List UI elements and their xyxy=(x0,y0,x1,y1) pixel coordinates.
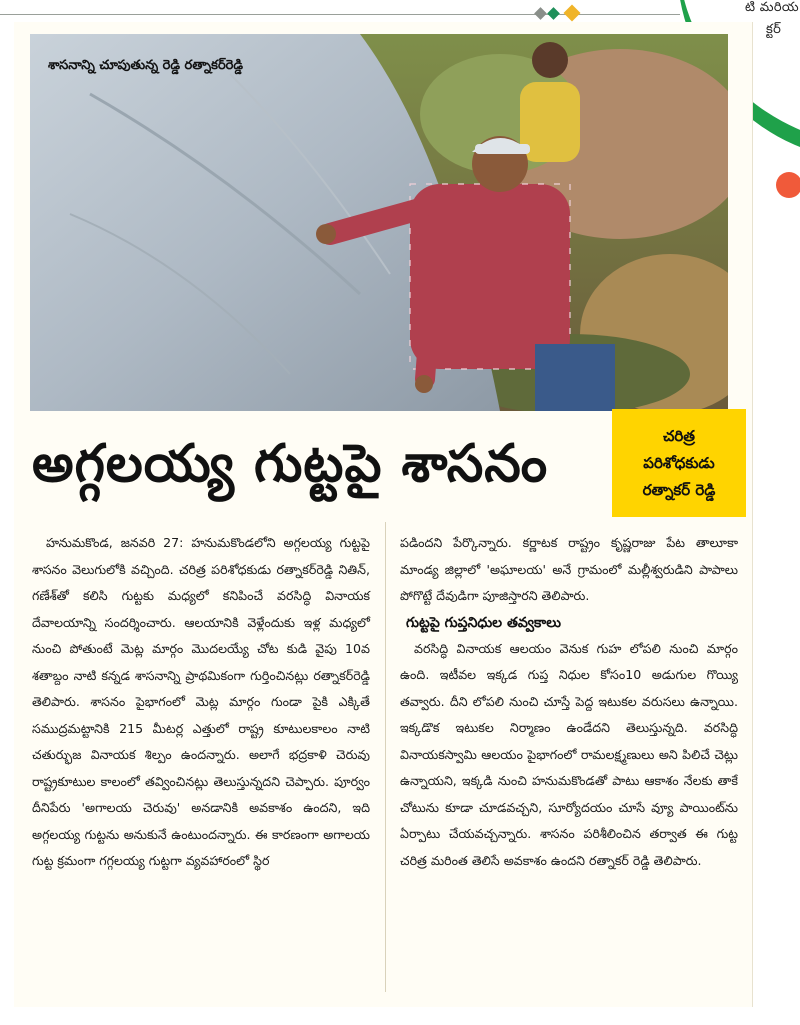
body-paragraph: పడిందని పేర్కొన్నారు. కర్ణాటక రాష్ట్రం కృష్ణరాజు పేట తాలూకా మాండ్య జిల్లాలో 'అఘాలయ' అనే గ్రామంలో మల్లీశ్వరుడిని పాపాలు పోగొట్టే దేవుడిగా పూజిస్తారని తెలిపారు. xyxy=(400,535,738,603)
news-clipping xyxy=(14,22,753,1007)
tag-line-2: పరిశోధకుడు xyxy=(643,454,715,472)
photo-caption: శాసనాన్ని చూపుతున్న రెడ్డి రత్నాకర్‌రెడ్డి xyxy=(48,58,243,73)
decorative-diamonds xyxy=(536,7,596,21)
article-column-right xyxy=(400,530,738,874)
article-photo xyxy=(30,34,728,411)
adjacent-article-text-1: టి మరియ xyxy=(745,0,799,15)
yellow-diamond-icon xyxy=(564,5,581,22)
category-tag xyxy=(612,409,746,517)
column-divider xyxy=(385,522,386,992)
tag-line-3: రత్నాకర్ రెడ్డి xyxy=(642,481,716,499)
article-column-left xyxy=(32,530,370,875)
red-dot-decoration xyxy=(776,172,800,198)
green-diamond-icon xyxy=(547,7,560,20)
section-subheading: గుట్టపై గుప్తనిధుల తవ్వకాలు xyxy=(406,614,561,631)
adjacent-article-text-2: క్టర్ xyxy=(766,22,782,37)
article-headline: అగ్గలయ్య గుట్టపై శాసనం xyxy=(32,434,549,494)
tag-line-1: చరిత్ర xyxy=(663,427,695,445)
body-paragraph: వరసిద్ధి వినాయక ఆలయం వెనుక గుహ లోపలి నుంచి మార్గం ఉంది. ఇటీవల ఇక్కడ గుప్త నిధుల కోసం10 అడుగుల గొయ్యి తవ్వారు. దీని లోపలి నుంచి చూస్తే పెద్ద ఇటుకల వరుసలు ఉన్నాయి. ఇక్కడొక ఇటుకల నిర్మాణం ఉండేదని తెలుస్తున్నది. వరసిద్ధి వినాయకస్వామి ఆలయం పైభాగంలో రామలక్ష్మణులు అని పిలిచే చెట్లు ఉన్నాయని, ఇక్కడి నుంచి హనుమకొండతో పాటు ఆకాశం నేలకు తాకే చోటును కూడా చూడవచ్చని, సూర్యోదయం చూసే వ్యూ పాయింట్‌ను ఏర్పాటు చేయవచ్చన్నారు. శాసనం పరిశీలించిన తర్వాత ఈ గుట్ట చరిత్ర మరింత తెలిసే అవకాశం ఉందని రత్నాకర్ రెడ్డి తెలిపారు. xyxy=(400,640,738,868)
body-paragraph: హనుమకొండ, జనవరి 27: హనుమకొండలోని అగ్గలయ్య గుట్టపై శాసనం వెలుగులోకి వచ్చింది. చరిత్ర పరిశోధకుడు రత్నాకర్‌రెడ్డి నితిన్, గణేశ్‌తో కలిసి గుట్టకు మధ్యలో కనిపించే వరసిద్ధి వినాయక దేవాలయాన్ని సందర్శించారు. ఆలయానికి వెళ్లేందుకు ఇళ్ల మధ్యలో నుంచి పోతుంటే మెట్ల మార్గం మొదలయ్యే చోట కుడి వైపు 10వ శతాబ్దం నాటి కన్నడ శాసనాన్ని ప్రాథమికంగా గుర్తించినట్లు రత్నాకర్‌రెడ్డి తెలిపారు. శాసనం పైభాగంలో మెట్ల మార్గం గుండా పైకి ఎక్కితే సముద్రమట్టానికి 215 మీటర్ల ఎత్తులో రాష్ట్ర కూటులకాలం నాటి చతుర్భుజ వినాయక శిల్పం ఉందన్నారు. అలాగే భద్రకాళి చెరువు రాష్ట్రకూటుల కాలంలో తవ్వించినట్లు తెలుస్తున్నదని చెప్పారు. పూర్వం దీనిపేరు 'అగాలయ చెరువు' అనడానికి అవకాశం ఉందని, ఇది అగ్గలయ్య గుట్టను అనుకునే ఉంటుందన్నారు. ఈ కారణంగా అగాలయ గుట్ట క్రమంగా గగ్గలయ్య గుట్టగా వ్యవహారంలో స్థిర xyxy=(32,535,370,868)
photo-rock-inscription-illustration xyxy=(30,34,728,411)
gray-diamond-icon xyxy=(534,7,547,20)
